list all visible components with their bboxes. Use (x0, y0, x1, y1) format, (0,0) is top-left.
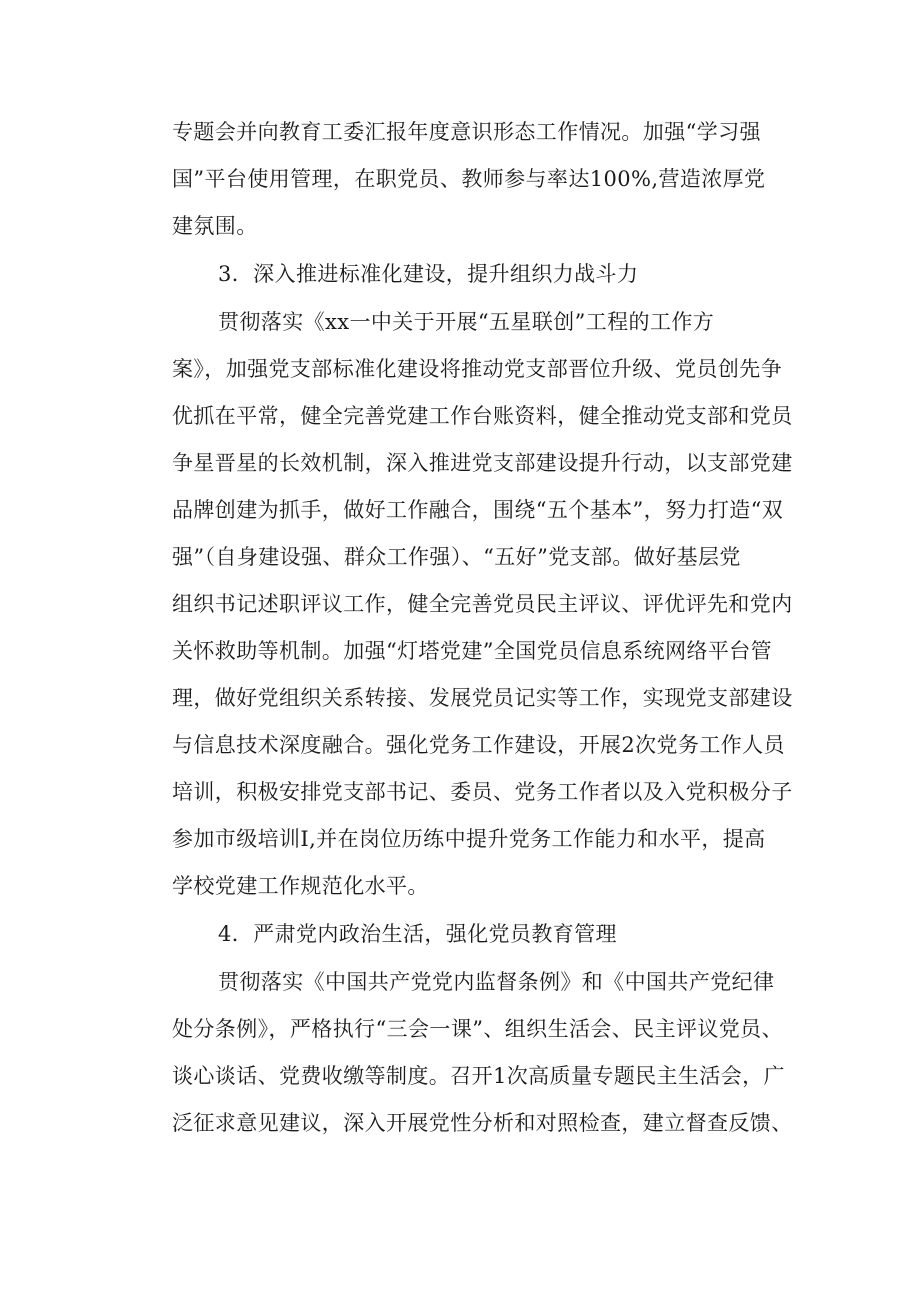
text-line: 建氛围。 (172, 214, 258, 238)
text-line: 贯彻落实《xx一中关于开展“五星联创”工程的工作方 (218, 310, 715, 334)
text-line: 专题会并向教育工委汇报年度意识形态工作情况。加强“学习强 (172, 120, 761, 144)
text-line: 贯彻落实《中国共产党党内监督条例》和《中国共产党纪律 (218, 970, 775, 994)
text-line: 泛征求意见建议，深入开展党性分析和对照检查，建立督查反馈、 (172, 1111, 793, 1135)
text-line: 国”平台使用管理，在职党员、教师参与率达100%,营造浓厚党 (172, 167, 766, 191)
section-heading-4: 4．严肃党内政治生活，强化党员教育管理 (218, 922, 617, 946)
text-line: 争星晋星的长效机制，深入推进党支部建设提升行动，以支部党建 (172, 451, 793, 475)
text-line: 理，做好党组织关系转接、发展党员记实等工作，实现党支部建设 (172, 686, 793, 710)
text-line: 组织书记述职评议工作，健全完善党员民主评议、评优评先和党内 (172, 592, 793, 616)
text-line: 与信息技术深度融合。强化党务工作建设，开展2次党务工作人员 (172, 733, 785, 757)
text-line: 培训，积极安排党支部书记、委员、党务工作者以及入党积极分子 (172, 780, 793, 804)
section-heading-3: 3．深入推进标准化建设，提升组织力战斗力 (218, 262, 639, 286)
text-line: 强”（自身建设强、群众工作强）、“五好”党支部。做好基层党 (172, 545, 741, 569)
text-line: 关怀救助等机制。加强“灯塔党建”全国党员信息系统网络平台管 (172, 639, 773, 663)
text-line: 优抓在平常，健全完善党建工作台账资料，健全推动党支部和党员 (172, 404, 793, 428)
text-line: 参加市级培训I,并在岗位历练中提升党务工作能力和水平，提高 (172, 827, 766, 851)
text-line: 处分条例》，严格执行“三会一课”、组织生活会、民主评议党员、 (172, 1017, 783, 1041)
text-line: 学校党建工作规范化水平。 (172, 874, 429, 898)
text-line: 案》，加强党支部标准化建设将推动党支部晋位升级、党员创先争 (172, 357, 783, 381)
text-line: 品牌创建为抓手，做好工作融合，围绕“五个基本”，努力打造“双 (172, 498, 784, 522)
text-line: 谈心谈话、党费收缴等制度。召开1次高质量专题民主生活会，广 (172, 1064, 785, 1088)
